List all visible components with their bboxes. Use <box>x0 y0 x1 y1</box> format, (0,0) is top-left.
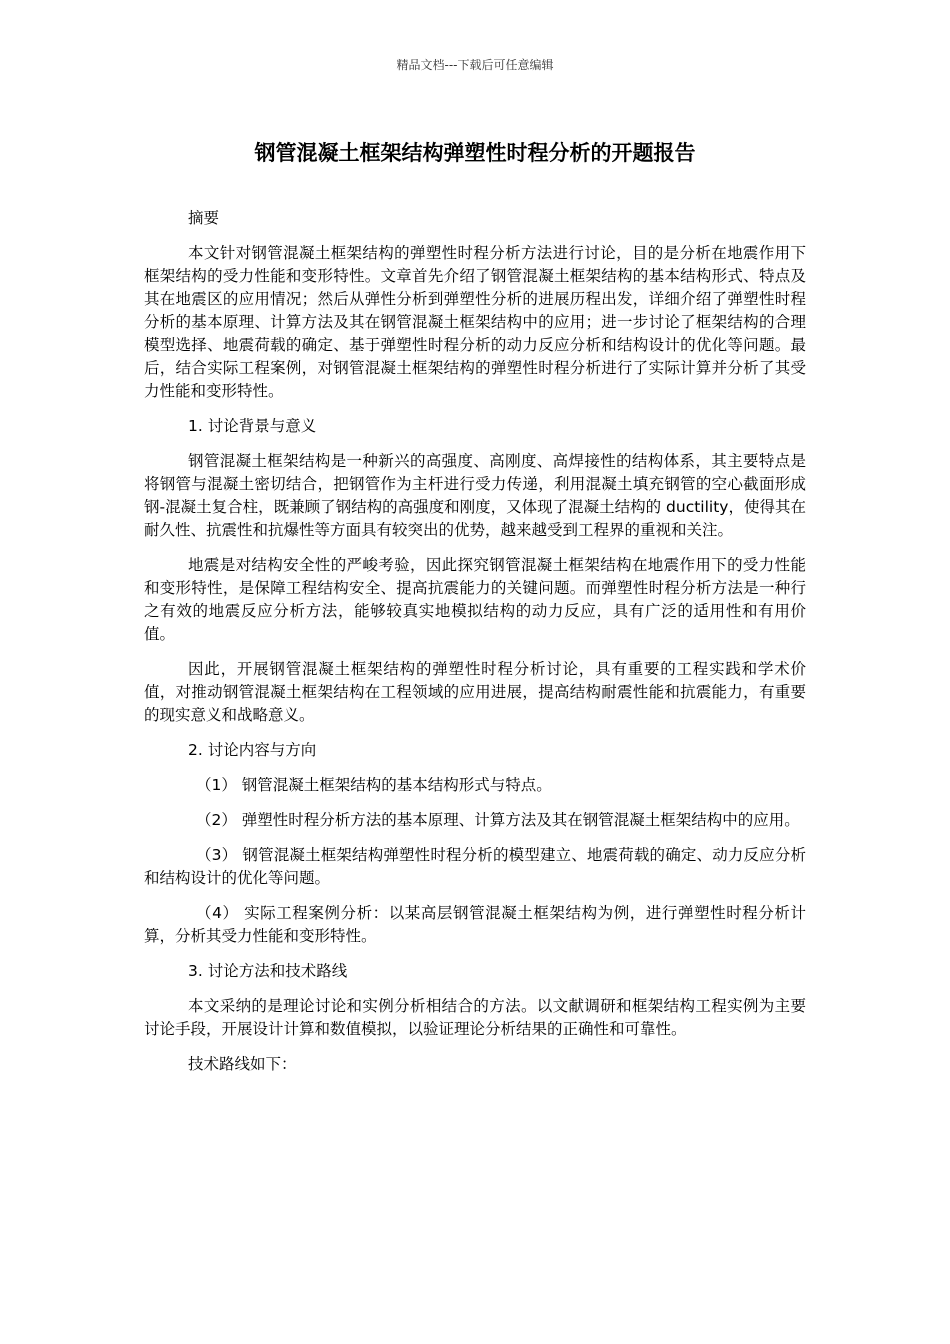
section-1-paragraph: 地震是对结构安全性的严峻考验，因此探究钢管混凝土框架结构在地震作用下的受力性能和变形特性，是保障工程结构安全、提高抗震能力的关键问题。而弹塑性时程分析方法是一种行之有效的地震反应分析方法，能够较真实地模拟结构的动力反应，具有广泛的适用性和有用价值。 <box>144 556 806 643</box>
section-3-heading: 3. 讨论方法和技术路线 <box>188 962 348 980</box>
section-2-list-item: （4） 实际工程案例分析：以某高层钢管混凝土框架结构为例，进行弹塑性时程分析计算，分析其受力性能和变形特性。 <box>144 904 806 945</box>
abstract-heading: 摘要 <box>188 209 220 227</box>
section-1-paragraph: 因此，开展钢管混凝土框架结构的弹塑性时程分析讨论，具有重要的工程实践和学术价值，对推动钢管混凝土框架结构在工程领域的应用进展，提高结构耐震性能和抗震能力，有重要的现实意义和战略意义。 <box>144 660 806 724</box>
section-2-heading: 2. 讨论内容与方向 <box>188 741 317 759</box>
section-2-list-item: （3） 钢管混凝土框架结构弹塑性时程分析的模型建立、地震荷载的确定、动力反应分析和结构设计的优化等问题。 <box>144 846 806 887</box>
document-body <box>144 207 806 1088</box>
abstract-paragraph: 本文针对钢管混凝土框架结构的弹塑性时程分析方法进行讨论，目的是分析在地震作用下框架结构的受力性能和变形特性。文章首先介绍了钢管混凝土框架结构的基本结构形式、特点及其在地震区的应用情况；然后从弹性分析到弹塑性分析的进展历程出发，详细介绍了弹塑性时程分析的基本原理、计算方法及其在钢管混凝土框架结构中的应用；进一步讨论了框架结构的合理模型选择、地震荷载的确定、基于弹塑性时程分析的动力反应分析和结构设计的优化等问题。最后，结合实际工程案例，对钢管混凝土框架结构的弹塑性时程分析进行了实际计算并分析了其受力性能和变形特性。 <box>144 244 806 400</box>
document-title: 钢管混凝土框架结构弹塑性时程分析的开题报告 <box>254 141 696 165</box>
section-2-list-item: （2） 弹塑性时程分析方法的基本原理、计算方法及其在钢管混凝土框架结构中的应用。 <box>196 811 800 829</box>
section-3-paragraph: 本文采纳的是理论讨论和实例分析相结合的方法。以文献调研和框架结构工程实例为主要讨论手段，开展设计计算和数值模拟，以验证理论分析结果的正确性和可靠性。 <box>144 997 806 1038</box>
section-1-heading: 1. 讨论背景与意义 <box>188 417 317 435</box>
section-1-paragraph: 钢管混凝土框架结构是一种新兴的高强度、高刚度、高焊接性的结构体系，其主要特点是将钢管与混凝土密切结合，把钢管作为主杆进行受力传递，利用混凝土填充钢管的空心截面形成钢-混凝土复合柱，既兼顾了钢结构的高强度和刚度，又体现了混凝土结构的 ductility，使得其在耐久性、抗震性和抗爆性等方面具有较突出的优势，越来越受到工程界的重视和关注。 <box>144 452 806 539</box>
section-3-paragraph: 技术路线如下： <box>188 1055 297 1073</box>
page-header-note: 精品文档---下载后可任意编辑 <box>396 58 554 72</box>
section-2-list-item: （1） 钢管混凝土框架结构的基本结构形式与特点。 <box>196 776 552 794</box>
